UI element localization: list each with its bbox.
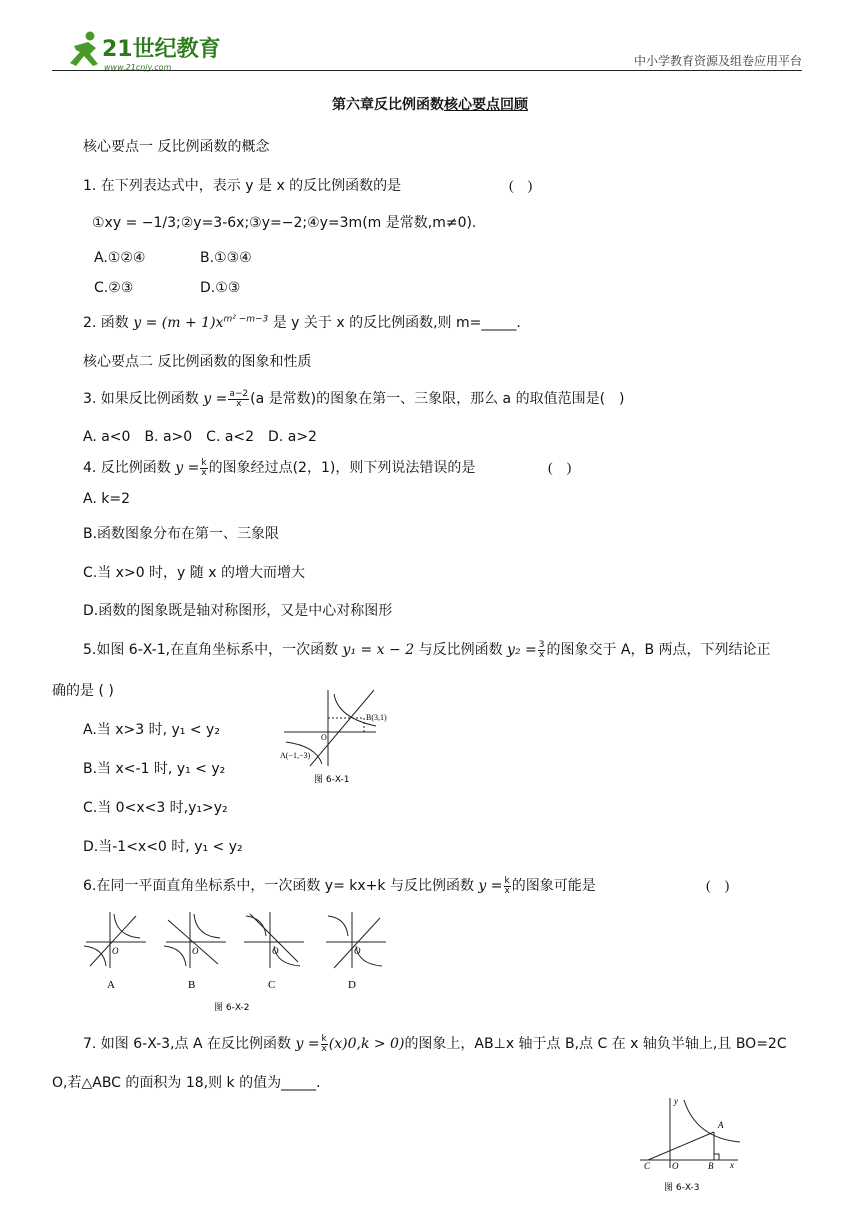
- q2: 2. 函数 $y = (m + 1)x^{m^2 -m-3}$ 是 y 关于 x 的反比例函数,则 m=_____.: [83, 314, 521, 331]
- q1-option-c: C.②③: [94, 280, 134, 296]
- q1-items: ①xy = −1/3;②y=3-6x;③y=−2;④y=3m(m 是常数,m≠0).: [92, 215, 477, 231]
- q1-stem: 1. 在下列表达式中，表示 y 是 x 的反比例函数的是: [83, 178, 402, 194]
- section-2-heading: 核心要点二 反比例函数的图象和性质: [83, 354, 312, 370]
- q4: 4. 反比例函数 y = $\frac{k}{x}$ 的图象经过点(2，1)，则下列说法错误的是: [83, 457, 476, 478]
- fig2-caption: 图 6-X-2: [214, 1003, 250, 1013]
- svg-text:x: x: [730, 1160, 734, 1170]
- runner-icon: [70, 32, 98, 67]
- svg-text:C: C: [644, 1161, 651, 1171]
- fig1-caption: 图 6-X-1: [314, 775, 350, 785]
- q5-fraction: $\frac{3}{x}$: [538, 639, 545, 660]
- logo-url: www.21cnjy.com: [104, 63, 172, 72]
- fig1-label-o: O: [321, 733, 327, 742]
- q5-option-a: A.当 x>3 时, y₁ < y₂: [83, 722, 220, 738]
- graph-c: [244, 912, 304, 968]
- q1-option-b: B.①③④: [200, 250, 252, 266]
- q5-option-c: C.当 0<x<3 时,y₁>y₂: [83, 800, 228, 816]
- section-1-heading: 核心要点一 反比例函数的概念: [83, 139, 270, 155]
- svg-text:O: O: [272, 946, 279, 956]
- q7-stem: 7. 如图 6-X-3,点 A 在反比例函数 y = $\frac{k}{x}$ (x)0,k > 0)的图象上，AB⊥x 轴于点 B,点 C 在 x 轴负半轴上,且 BO=2C: [83, 1033, 787, 1054]
- q6-stem: 6.在同一平面直角坐标系中，一次函数 y= kx+k 与反比例函数 y = $\frac{k}{x}$ 的图象可能是: [83, 875, 596, 896]
- q6-fraction: $\frac{k}{x}$: [504, 875, 510, 896]
- q3-fraction: $\frac{a-2}{x}$: [229, 388, 249, 409]
- q4-option-b: B.函数图象分布在第一、三象限: [83, 526, 280, 542]
- q4-option-a: A. k=2: [83, 491, 130, 507]
- q5-option-b: B.当 x<-1 时, y₁ < y₂: [83, 761, 226, 777]
- svg-text:B: B: [708, 1161, 714, 1171]
- label-b: B: [188, 979, 196, 991]
- q4-option-d: D.函数的图象既是轴对称图形，又是中心对称图形: [83, 603, 393, 619]
- q7-stem-line2: O,若△ABC 的面积为 18,则 k 的值为_____.: [52, 1075, 321, 1091]
- q3-options: A. a<0 B. a>0 C. a<2 D. a>2: [83, 429, 317, 445]
- q4-option-c: C.当 x>0 时，y 随 x 的增大而增大: [83, 565, 305, 581]
- q5-stem: 5.如图 6-X-1,在直角坐标系中，一次函数 y₁ = x − 2 与反比例函数 y₂ = $\frac{3}{x}$ 的图象交于 A，B 两点，下列结论正: [83, 639, 771, 660]
- label-a: A: [107, 979, 115, 991]
- graph-d: [326, 912, 386, 968]
- figure-6-x-3: [634, 1094, 746, 1198]
- q3: 3. 如果反比例函数 y = $\frac{a-2}{x}$ (a 是常数)的图象在第一、三象限，那么 a 的取值范围是( ): [83, 388, 625, 409]
- svg-text:O: O: [354, 946, 361, 956]
- page-title: 第六章反比例函数核心要点回顾: [332, 97, 528, 113]
- q5-stem-line2: 确的是 ( ): [52, 683, 114, 699]
- q7-fraction: $\frac{k}{x}$: [321, 1033, 327, 1054]
- header-platform: 中小学教育资源及组卷应用平台: [633, 54, 802, 68]
- graph-a: [84, 912, 146, 968]
- figure-6-x-2: [80, 906, 400, 1016]
- q4-fraction: $\frac{k}{x}$: [201, 457, 207, 478]
- svg-text:O: O: [672, 1161, 679, 1171]
- q4-paren: ( ): [548, 461, 572, 476]
- svg-text:y: y: [674, 1096, 678, 1106]
- graph-b: [164, 912, 226, 968]
- logo-text: 21世纪教育: [102, 37, 221, 62]
- label-c: C: [268, 979, 276, 991]
- logo: [64, 28, 234, 76]
- fig1-label-b: B(3,1): [366, 713, 387, 722]
- fig3-caption: 图 6-X-3: [664, 1183, 700, 1193]
- svg-text:O: O: [192, 946, 199, 956]
- label-d: D: [348, 979, 356, 991]
- fig1-label-a: A(−1,−3): [280, 751, 311, 760]
- figure-6-x-1: [280, 688, 390, 788]
- q5-option-d: D.当-1<x<0 时, y₁ < y₂: [83, 839, 243, 855]
- q1-option-a: A.①②④: [94, 250, 146, 266]
- header-rule: [52, 70, 802, 71]
- q6-paren: ( ): [706, 879, 730, 894]
- q1-paren: ( ): [509, 179, 533, 194]
- q1-option-d: D.①③: [200, 280, 241, 296]
- svg-text:A: A: [718, 1120, 724, 1130]
- svg-text:O: O: [112, 946, 119, 956]
